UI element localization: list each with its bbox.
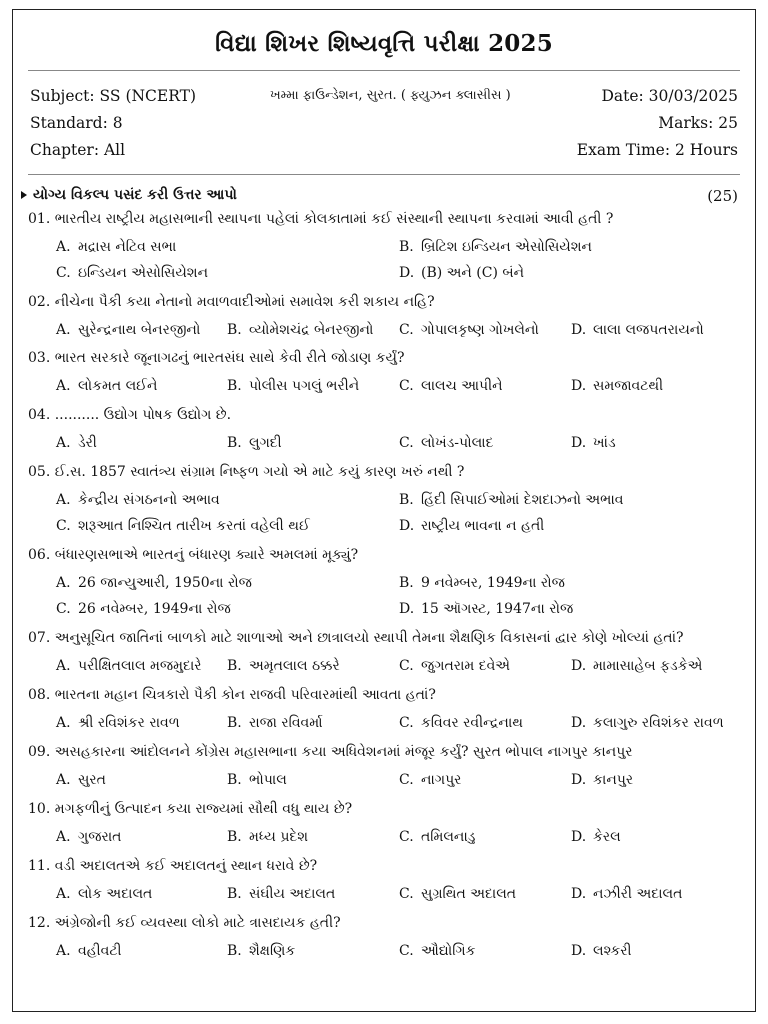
option-a (56, 378, 157, 394)
option-b (227, 829, 308, 845)
option-text: શૈક્ષણિક (249, 943, 296, 959)
option-letter: C. (399, 715, 414, 731)
option-text: વહીવટી (78, 943, 122, 959)
option-letter: A. (56, 239, 71, 255)
option-letter: B. (227, 715, 242, 731)
options-row (56, 715, 745, 735)
option-b (399, 492, 624, 508)
option-a (56, 492, 220, 508)
option-letter: B. (227, 658, 242, 674)
section-divider (28, 174, 740, 175)
option-c (399, 435, 493, 451)
option-text: તમિલનાડુ (421, 829, 476, 845)
options-row (56, 601, 745, 621)
option-text: વ્યોમેશચંદ્ર બેનરજીનો (249, 322, 374, 338)
options-row (56, 435, 745, 455)
options-row (56, 829, 745, 849)
option-a (56, 658, 202, 674)
option-letter: C. (56, 518, 71, 534)
option-text: નઝીરી અદાલત (593, 886, 683, 902)
option-text: સુરેન્દ્રનાથ બેનરજીનો (78, 322, 201, 338)
option-letter: A. (56, 378, 71, 394)
option-letter: A. (56, 829, 71, 845)
chapter-label: Chapter: All (30, 141, 126, 159)
option-text: જુગતરામ દવેએ (421, 658, 511, 674)
option-c (399, 829, 475, 845)
option-letter: C. (399, 886, 414, 902)
option-letter: B. (227, 829, 242, 845)
option-letter: C. (56, 601, 71, 617)
option-text: કાનપુર (593, 772, 634, 788)
option-d (399, 265, 524, 281)
triangle-bullet-icon (21, 191, 27, 199)
total-marks: Marks: 25 (658, 114, 738, 132)
option-a (56, 829, 121, 845)
option-a (56, 715, 180, 731)
section-title: યોગ્ય વિકલ્પ પસંદ કરી ઉત્તર આપો (33, 187, 237, 203)
option-c (399, 715, 523, 731)
option-letter: D. (571, 658, 587, 674)
option-letter: A. (56, 435, 71, 451)
option-letter: D. (571, 715, 587, 731)
options-row (56, 322, 745, 342)
option-text: 26 નવેમ્બર, 1949ના રોજ (78, 601, 231, 617)
option-a (56, 435, 97, 451)
option-letter: D. (571, 772, 587, 788)
option-c (399, 772, 461, 788)
option-c (399, 378, 503, 394)
question-text: 10. મગફળીનું ઉત્પાદન કયા રાજ્યમાં સૌથી વધુ થાય છે? (28, 801, 353, 817)
options-row (56, 265, 745, 285)
option-c (399, 322, 539, 338)
option-text: રાજા રવિવર્મા (249, 715, 323, 731)
option-letter: D. (571, 943, 587, 959)
option-text: ગોપાલકૃષ્ણ ગોખલેનો (421, 322, 539, 338)
options-row (56, 772, 745, 792)
option-letter: A. (56, 772, 71, 788)
option-a (56, 886, 152, 902)
institute-name: ખમ્મા ફાઉન્ડેશન, સુરત. ( ફ્યુઝન ક્લાસીસ ) (270, 88, 511, 103)
option-letter: C. (399, 322, 414, 338)
options-row (56, 575, 745, 595)
option-d (571, 772, 633, 788)
option-letter: A. (56, 886, 71, 902)
options-row (56, 518, 745, 538)
option-a (56, 322, 200, 338)
option-letter: B. (227, 943, 242, 959)
option-c (399, 943, 476, 959)
option-b (227, 658, 340, 674)
option-b (227, 886, 335, 902)
option-d (571, 943, 632, 959)
option-b (227, 435, 282, 451)
option-d (571, 435, 616, 451)
question-text: 07. અનુસૂચિત જાતિનાં બાળકો માટે શાળાઓ અને છાત્રાલયો સ્થાપી તેમના શૈક્ષણિક વિકાસનાં દ્વાર કોણે ખોલ્યાં હતાં? (28, 630, 684, 646)
subject-label: Subject: SS (NCERT) (30, 87, 197, 105)
option-text: (B) અને (C) બંને (421, 265, 525, 281)
question-text: 01. ભારતીય રાષ્ટ્રીય મહાસભાની સ્થાપના પહેલાં કોલકાતામાં કઈ સંસ્થાની સ્થાપના કરવામાં આવી હતી ? (28, 211, 614, 227)
question-text: 12. અંગ્રેજોની કઈ વ્યવસ્થા લોકો માટે ત્રાસદાયક હતી? (28, 915, 341, 931)
option-text: ભોપાલ (249, 772, 287, 788)
option-text: ડેરી (78, 435, 97, 451)
option-text: સમજાવટથી (593, 378, 664, 394)
option-text: લાલા લજપતરાયનો (593, 322, 704, 338)
option-text: ગુજરાત (78, 829, 122, 845)
option-text: લોકમત લઈને (78, 378, 158, 394)
option-b (227, 772, 287, 788)
option-letter: B. (399, 239, 414, 255)
option-b (227, 943, 295, 959)
option-c (56, 518, 310, 534)
option-text: કલાગુરુ રવિશંકર રાવળ (593, 715, 724, 731)
options-row (56, 886, 745, 906)
option-letter: A. (56, 575, 71, 591)
option-letter: D. (571, 322, 587, 338)
option-letter: C. (399, 435, 414, 451)
option-letter: C. (399, 772, 414, 788)
option-c (399, 658, 510, 674)
option-d (399, 518, 544, 534)
option-text: સુગ્રથિત અદાલત (421, 886, 517, 902)
option-text: લોખંડ-પોલાદ (421, 435, 494, 451)
option-text: ઇન્ડિયન એસોસિયેશન (78, 265, 209, 281)
option-letter: D. (399, 265, 415, 281)
question-text: 02. નીચેના પૈકી કયા નેતાનો મવાળવાદીઓમાં સમાવેશ કરી શકાય નહિ? (28, 294, 435, 310)
option-b (227, 715, 323, 731)
question-text: 09. અસહકારના આંદોલનને કોંગ્રેસ મહાસભાના કયા અધિવેશનમાં મંજૂર કર્યું? સુરત ભોપાલ નાગપુર કાનપુર (28, 744, 633, 760)
exam-paper (12, 9, 756, 1012)
section-heading (21, 187, 738, 203)
option-letter: C. (56, 265, 71, 281)
option-text: ખાંડ (593, 435, 616, 451)
option-text: મામાસાહેબ ફડકેએ (593, 658, 703, 674)
option-d (399, 601, 573, 617)
option-text: સુરત (78, 772, 106, 788)
option-b (227, 322, 373, 338)
option-text: બ્રિટિશ ઇન્ડિયન એસોસિયેશન (421, 239, 592, 255)
options-row (56, 492, 745, 512)
option-d (571, 886, 682, 902)
option-text: પરીક્ષિતલાલ મજમુદારે (78, 658, 202, 674)
option-letter: A. (56, 943, 71, 959)
option-b (399, 575, 565, 591)
option-text: નાગપુર (421, 772, 462, 788)
option-letter: B. (227, 378, 242, 394)
options-row (56, 239, 745, 259)
option-text: શરૂઆત નિશ્ચિત તારીખ કરતાં વહેલી થઈ (78, 518, 310, 534)
option-letter: B. (227, 435, 242, 451)
option-text: હિંદી સિપાઈઓમાં દેશદાઝનો અભાવ (421, 492, 624, 508)
option-text: કવિવર રવીન્દ્રનાથ (421, 715, 524, 731)
option-letter: A. (56, 322, 71, 338)
question-text: 11. વડી અદાલતએ કઈ અદાલતનું સ્થાન ધરાવે છે? (28, 858, 318, 874)
option-text: મધ્ય પ્રદેશ (249, 829, 309, 845)
option-text: લાલચ આપીને (421, 378, 503, 394)
option-text: લોક અદાલત (78, 886, 153, 902)
question-text: 04. .......... ઉદ્યોગ પોષક ઉદ્યોગ છે. (28, 407, 232, 423)
option-letter: B. (399, 492, 414, 508)
option-letter: D. (571, 435, 587, 451)
option-a (56, 575, 252, 591)
option-text: ઔદ્યોગિક (421, 943, 476, 959)
option-d (571, 378, 663, 394)
option-c (56, 601, 231, 617)
option-b (227, 378, 359, 394)
option-letter: B. (399, 575, 414, 591)
option-d (571, 658, 702, 674)
option-letter: B. (227, 322, 242, 338)
question-text: 08. ભારતના મહાન ચિત્રકારો પૈકી કોન રાજવી પરિવારમાંથી આવતા હતાં? (28, 687, 436, 703)
option-a (56, 772, 106, 788)
option-letter: D. (571, 829, 587, 845)
option-letter: C. (399, 829, 414, 845)
page-title: વિદ્યા શિખર શિષ્યવૃત્તિ પરીક્ષા 2025 (215, 30, 553, 57)
option-letter: B. (227, 886, 242, 902)
option-letter: B. (227, 772, 242, 788)
option-c (399, 886, 516, 902)
option-text: લુગદી (249, 435, 282, 451)
option-text: પોલીસ પગલું ભરીને (249, 378, 360, 394)
exam-time: Exam Time: 2 Hours (576, 141, 738, 159)
option-letter: C. (399, 943, 414, 959)
options-row (56, 378, 745, 398)
option-text: સંઘીય અદાલત (249, 886, 336, 902)
option-text: રાષ્ટ્રીય ભાવના ન હતી (421, 518, 545, 534)
section-marks: (25) (707, 187, 738, 205)
option-letter: D. (399, 601, 415, 617)
option-d (571, 715, 724, 731)
options-row (56, 658, 745, 678)
option-text: મદ્રાસ નેટિવ સભા (78, 239, 177, 255)
option-text: શ્રી રવિશંકર રાવળ (78, 715, 180, 731)
option-letter: C. (399, 658, 414, 674)
question-text: 03. ભારત સરકારે જૂનાગઢનું ભારતસંઘ સાથે કેવી રીતે જોડાણ કર્યું? (28, 350, 405, 366)
option-text: કેરલ (593, 829, 621, 845)
option-text: અમૃતલાલ ઠક્કરે (249, 658, 340, 674)
option-text: 26 જાન્યુઆરી, 1950ના રોજ (78, 575, 252, 591)
option-text: કેન્દ્રીય સંગઠનનો અભાવ (78, 492, 220, 508)
option-a (56, 239, 176, 255)
option-text: લશ્કરી (593, 943, 632, 959)
option-a (56, 943, 122, 959)
option-b (399, 239, 592, 255)
question-text: 06. બંધારણસભાએ ભારતનું બંધારણ ક્યારે અમલમાં મૂક્યું? (28, 547, 359, 563)
question-text: 05. ઈ.સ. 1857 સ્વાતંત્ર્ય સંગ્રામ નિષ્ફળ ગયો એ માટે કયું કારણ ખરું નથી ? (28, 464, 465, 480)
options-row (56, 943, 745, 963)
option-d (571, 322, 704, 338)
option-c (56, 265, 208, 281)
header-divider (28, 70, 740, 71)
option-text: 9 નવેમ્બર, 1949ના રોજ (421, 575, 565, 591)
option-letter: A. (56, 715, 71, 731)
option-letter: D. (571, 886, 587, 902)
standard-label: Standard: 8 (30, 114, 123, 132)
option-letter: C. (399, 378, 414, 394)
option-text: 15 ઑગસ્ટ, 1947ના રોજ (421, 601, 574, 617)
exam-date: Date: 30/03/2025 (601, 87, 738, 105)
option-letter: D. (399, 518, 415, 534)
option-d (571, 829, 621, 845)
option-letter: D. (571, 378, 587, 394)
option-letter: A. (56, 658, 71, 674)
option-letter: A. (56, 492, 71, 508)
